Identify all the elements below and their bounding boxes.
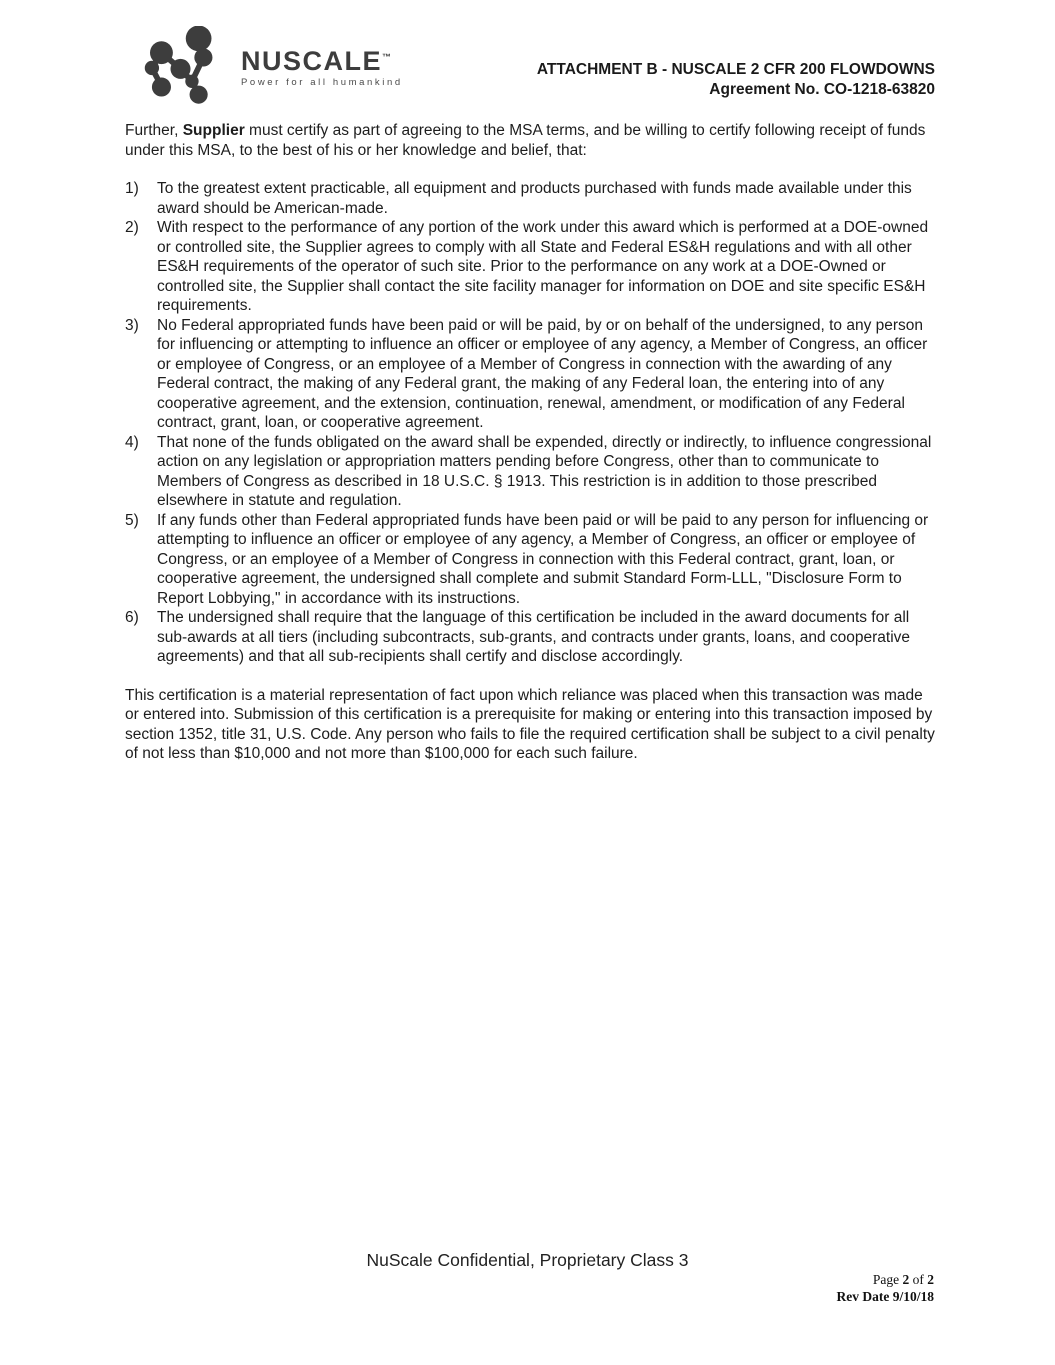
list-item-number: 6) [125, 609, 139, 626]
supplier-bold-term: Supplier [182, 122, 245, 139]
page-total: 2 [927, 1272, 934, 1287]
list-item [125, 218, 937, 316]
logo-wordmark [241, 42, 403, 76]
list-item-number: 2) [125, 219, 139, 236]
list-item-text: No Federal appropriated funds have been paid or will be paid, by or on behalf of the undersigned, to any person for influencing or attempting to influence an officer or employee of any agency, a Member of Congress, an officer or employee of Congress, or an employee of a Member of Congress in connection with the awarding of any Federal contract, the making of any Federal grant, the making of any Federal loan, the entering into of any cooperative agreement, and the extension, continuation, renewal, amendment, or modification of any Federal contract, grant, loan, or cooperative agreement. [157, 316, 928, 431]
intro-rest: must certify as part of agreeing to the MSA terms, and be willing to certify following receipt of funds under this MSA, to the best of his or her knowledge and belief, that: [125, 122, 926, 159]
attachment-title: ATTACHMENT B - NUSCALE 2 CFR 200 FLOWDOWNS [536, 61, 935, 78]
list-item-text: With respect to the performance of any portion of the work under this award which is performed at a DOE-owned or controlled site, the Supplier agrees to comply with all State and Federal ES&H regulations and with all other ES&H requirements of the operator of such site. Prior to the performance on any work at a DOE-Owned or controlled site, the Supplier shall contact the site facility manager for information on DOE and site specific ES&H requirements. [157, 219, 929, 314]
page-number: 2 [902, 1272, 910, 1287]
document-body [125, 121, 937, 764]
certification-list [125, 179, 937, 667]
confidentiality-notice: NuScale Confidential, Proprietary Class 3 [366, 1250, 689, 1270]
logo-text [241, 42, 403, 88]
list-item-text: If any funds other than Federal appropriated funds have been paid or will be paid to any person for influencing or attempting to influence an officer or employee of any agency, a Member of Congress, an officer or employee of Congress, or an employee of a Member of Congress in connection with this Federal contract, grant, loan, or cooperative agreement, the undersigned shall complete and submit Standard Form-LLL, "Disclosure Form to Report Lobbying," in accordance with its instructions. [157, 511, 929, 607]
page-number-line [837, 1271, 934, 1288]
list-item-number: 3) [125, 316, 139, 334]
logo-tagline: Power for all humankind [241, 77, 403, 88]
document-header [537, 60, 935, 99]
list-item-number: 1) [125, 180, 139, 197]
list-item [125, 316, 937, 433]
agreement-number: Agreement No. CO-1218-63820 [709, 80, 935, 98]
page-label: Page [872, 1272, 903, 1287]
logo-wordmark-label: NUSCALE [241, 46, 383, 76]
list-item [125, 511, 937, 609]
trademark-symbol: ™ [382, 52, 392, 62]
intro-paragraph [125, 121, 937, 160]
list-item-text: To the greatest extent practicable, all equipment and products purchased with funds made available under this award should be American-made. [157, 180, 912, 217]
list-item [125, 179, 937, 218]
of-label: of [909, 1272, 928, 1287]
rev-date: Rev Date 9/10/18 [836, 1289, 934, 1304]
list-item [125, 608, 937, 667]
list-item-text: That none of the funds obligated on the award shall be expended, directly or indirectly, to influence congressional action on any legislation or appropriation matters pending before Congress, other than to communicate to Members of Congress as described in 18 U.S.C. § 1913. This restriction is in addition to those prescribed elsewhere in statute and regulation. [157, 433, 932, 509]
nuscale-logo [143, 26, 403, 108]
closing-paragraph: This certification is a material representation of fact upon which reliance was placed when this transaction was made or entered into. Submission of this certification is a prerequisite for making or entering into this transaction imposed by section 1352, title 31, U.S. Code. Any person who fails to file the required certification shall be subject to a civil penalty of not less than $10,000 and not more than $100,000 for each such failure. [125, 686, 935, 762]
nuscale-molecule-icon [143, 26, 239, 108]
page-info [837, 1271, 934, 1305]
list-item-number: 4) [125, 433, 139, 451]
list-item [125, 433, 937, 511]
list-item-text: The undersigned shall require that the language of this certification be included in the award documents for all sub-awards at all tiers (including subcontracts, sub-grants, and contracts under grants, loans, and cooperative agreements) and that all sub-recipients shall certify and disclose accordingly. [157, 609, 911, 665]
list-item-number: 5) [125, 511, 139, 529]
intro-prefix: Further, [125, 122, 183, 139]
